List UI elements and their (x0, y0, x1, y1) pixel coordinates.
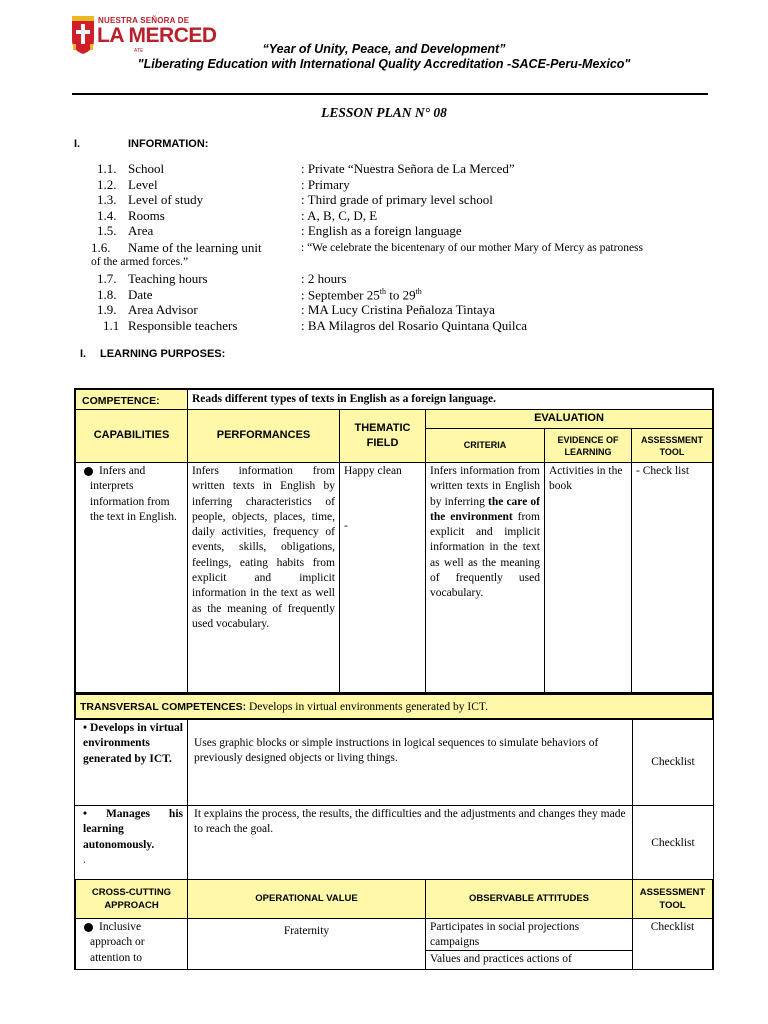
info-label: Level of study (128, 192, 204, 207)
info-value: : MA Lucy Cristina Peñaloza Tintaya (301, 302, 495, 317)
header-performances: PERFORMANCES (187, 409, 340, 463)
info-value: : “We celebrate the bicentenary of our mother Mary of Mercy as patroness (301, 242, 644, 254)
header-cross-cutting: CROSS-CUTTING APPROACH (74, 879, 188, 919)
cc-value-cell: Fraternity (187, 918, 426, 970)
capability-text: Infers and interprets information from the text in English. (90, 465, 177, 523)
bullet-icon (84, 467, 93, 476)
header-criteria: CRITERIA (425, 428, 545, 463)
section-number: I. (74, 138, 81, 150)
competence-value: Reads different types of texts in English as a foreign language. (187, 388, 714, 410)
transversal-desc-1: Uses graphic blocks or simple instructions in logical sequences to simulate behaviors of previously designed objects or living things. (187, 719, 633, 806)
info-label: Name of the learning unit (128, 240, 262, 255)
info-num: 1.6. (91, 240, 111, 255)
info-label: Area (128, 223, 154, 238)
thematic-text: Happy clean (344, 465, 402, 477)
info-num: 1.7. (97, 271, 117, 286)
info-label: Teaching hours (128, 271, 208, 286)
info-value: : English as a foreign language (301, 223, 462, 238)
info-num: 1.3. (97, 192, 117, 207)
info-label: Rooms (128, 208, 165, 223)
info-value-continued: of the armed forces.” (91, 256, 189, 268)
info-label: Level (128, 177, 158, 192)
transversal-capability-2: • Manages his learning autonomously. . (74, 805, 188, 880)
info-label: Area Advisor (128, 302, 198, 317)
header-divider (72, 93, 708, 95)
info-value: : 2 hours (301, 271, 347, 286)
info-label: Date (128, 287, 153, 302)
transversal-row (74, 693, 714, 720)
header-evidence: EVIDENCE OF LEARNING (544, 428, 632, 463)
competence-label: COMPETENCE: (74, 388, 188, 410)
transversal-capability-1: • Develops in virtual environments generated by ICT. (74, 719, 188, 806)
header-capabilities: CAPABILITIES (74, 409, 188, 463)
info-label: Responsible teachers (128, 318, 238, 333)
info-num: 1.4. (97, 208, 117, 223)
section-heading: INFORMATION: (128, 138, 209, 150)
thematic-dash: - (344, 520, 348, 533)
info-value: : Private “Nuestra Señora de La Merced” (301, 161, 515, 176)
info-value: : BA Milagros del Rosario Quintana Quilca (301, 318, 528, 333)
header-assessment-tool: ASSESSMENT TOOL (631, 428, 714, 463)
info-num: 1.1. (97, 161, 117, 176)
cc-tool-cell: Checklist (632, 918, 714, 970)
section-number: I. (80, 348, 87, 360)
transversal-desc-2: It explains the process, the results, the difficulties and the adjustments and changes they made to reach the goal. (187, 805, 633, 880)
performance-cell: Infers information from written texts in English by inferring characteristics of people, objects, places, time, daily activities, frequency of events, skills, obligations, feelings, eating habits from explicit and implicit information in the text as well as the meaning of frequently used vocabulary. (187, 462, 340, 693)
transversal-tool-1: Checklist (632, 719, 714, 806)
info-num: 1.9. (97, 302, 117, 317)
info-num: 1.2. (97, 177, 117, 192)
accreditation-motto: "Liberating Education with International Quality Accreditation -SACE-Peru-Mexico" (137, 57, 631, 71)
logo-sub-text: ATE (134, 48, 144, 54)
header-thematic-field: THEMATIC FIELD (339, 409, 426, 463)
year-motto: “Year of Unity, Peace, and Development” (262, 42, 506, 56)
cc-attitude-2: Values and practices actions of (425, 950, 633, 970)
info-value: : Primary (301, 177, 350, 192)
info-num: 1.1 (103, 318, 120, 333)
transversal-label: TRANSVERSAL COMPETENCES: (80, 701, 247, 713)
info-value: : A, B, C, D, E (301, 208, 378, 223)
info-label: School (128, 161, 165, 176)
header-operational-value: OPERATIONAL VALUE (187, 879, 426, 919)
header-observable-attitudes: OBSERVABLE ATTITUDES (425, 879, 633, 919)
info-num: 1.8. (97, 287, 117, 302)
header-evaluation: EVALUATION (425, 409, 714, 429)
cc-attitude-1: Participates in social projections campaigns (425, 918, 633, 951)
transversal-tool-2: Checklist (632, 805, 714, 880)
cc-capability-cell (74, 918, 188, 970)
thematic-cell (339, 462, 426, 693)
criteria-cell: Infers information from written texts in English by inferring the care of the environment from explicit and implicit information in the text as well as the meaning of frequently used vocabulary. (425, 462, 545, 693)
evidence-cell: Activities in the book (544, 462, 632, 693)
info-value-date: : September 25th to 29th (301, 287, 422, 303)
bullet-icon (84, 923, 93, 932)
logo-top-text: NUESTRA SEÑORA DE (98, 16, 190, 25)
transversal-value: Develops in virtual environments generated by ICT. (246, 701, 488, 713)
page-title: LESSON PLAN N° 08 (321, 105, 447, 120)
info-num: 1.5. (97, 223, 117, 238)
cc-capability-text: Inclusive approach or attention to (90, 921, 145, 964)
section-heading: LEARNING PURPOSES: (100, 348, 226, 360)
info-value: : Third grade of primary level school (301, 192, 493, 207)
logo-main-text: LA MERCED (97, 24, 217, 47)
capability-cell (74, 462, 188, 693)
header-cc-assessment: ASSESSMENT TOOL (632, 879, 714, 919)
assessment-cell: - Check list (631, 462, 714, 693)
